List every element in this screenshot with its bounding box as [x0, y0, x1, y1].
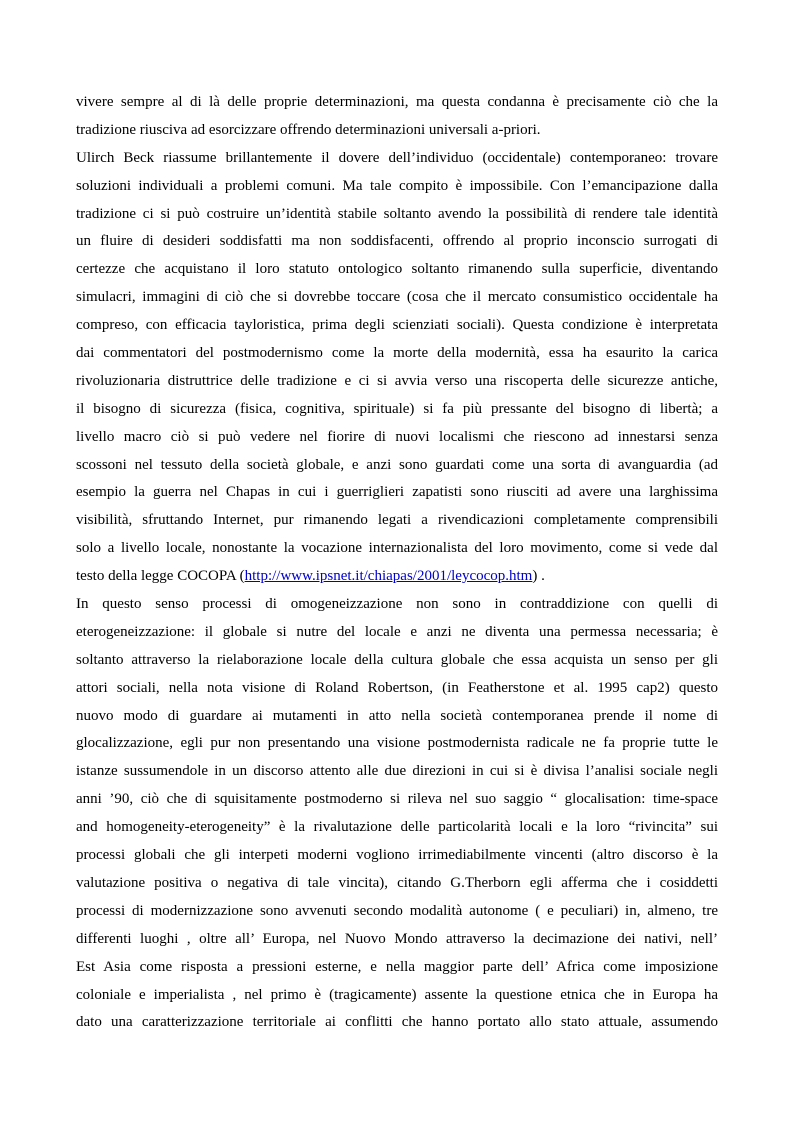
- text-line: vivere sempre al di là delle proprie determinazioni, ma questa condanna è precisamente ciò che la: [76, 94, 718, 110]
- text-line-with-link: [76, 563, 718, 591]
- text-line: Ulirch Beck riassume brillantemente il dovere dell’individuo (occidentale) contemporaneo: trovare: [76, 149, 718, 166]
- text-line: tradizione ci si può costruire un’identità stabile soltanto avendo la possibilità di rendere tale identità: [76, 205, 718, 222]
- text-line: un fluire di desideri soddisfatti ma non soddisfacenti, offrendo al proprio inconscio surrogati di: [76, 233, 718, 250]
- text-line: esempio la guerra nel Chapas in cui i guerriglieri zapatisti sono riusciti ad avere una larghissima: [76, 484, 718, 501]
- text-line: glocalizzazione, egli pur non presentando una visione postmodernista radicale ne fa proprie tutte le: [76, 735, 718, 752]
- text-line: il bisogno di sicurezza (fisica, cognitiva, spirituale) si fa più pressante del bisogno di libertà; a: [76, 400, 718, 417]
- text-line: compreso, con efficacia tayloristica, prima degli scienziati sociali). Questa condizione è interpretata: [76, 317, 718, 334]
- document-page: [76, 89, 718, 1037]
- text-line: anni ’90, ciò che di squisitamente postmoderno si rileva nel suo saggio “ glocalisation: time-space: [76, 791, 718, 808]
- text-line: dato una caratterizzazione territoriale ai conflitti che hanno portato allo stato attuale, assumendo: [76, 1014, 718, 1031]
- text-line: scossoni nel tessuto della società globale, e anzi sono guardati come una sorta di avanguardia (ad: [76, 456, 718, 473]
- text-line: livello macro ciò si può vedere nel fiorire di nuovi localismi che riescono ad innestarsi senza: [76, 428, 718, 445]
- text-line: In questo senso processi di omogeneizzazione non sono in contraddizione con quelli di: [76, 596, 718, 613]
- text-line: dai commentatori del postmodernismo come la morte della modernità, essa ha esaurito la carica: [76, 345, 718, 362]
- paragraph-1: [76, 89, 718, 145]
- paragraph-3: [76, 591, 718, 1037]
- text-line: eterogeneizzazione: il globale si nutre del locale e anzi ne diventa una permessa necessaria; è: [76, 623, 718, 640]
- text-line: differenti luoghi , oltre all’ Europa, nel Nuovo Mondo attraverso la decimazione dei nativi, nell’: [76, 930, 718, 947]
- text-line: visibilità, sfruttando Internet, pur rimanendo legati a rivendicazioni completamente comprensibili: [76, 512, 718, 529]
- text-line: and homogeneity-eterogeneity” è la rivalutazione delle particolarità locali e la loro “rivincita” sui: [76, 819, 718, 836]
- text-line: certezze che acquistano il loro statuto ontologico soltanto rimanendo sulla superficie, diventando: [76, 261, 718, 278]
- text-line: tradizione riusciva ad esorcizzare offrendo determinazioni universali a-priori.: [76, 121, 541, 138]
- text-line: Est Asia come risposta a pressioni esterne, e nella maggior parte dell’ Africa come imposizione: [76, 958, 718, 975]
- cocopa-law-link[interactable]: http://www.ipsnet.it/chiapas/2001/leycocop.htm: [244, 568, 533, 585]
- text-line: valutazione positiva o negativa di tale vincita), citando G.Therborn egli afferma che i cosiddetti: [76, 874, 718, 891]
- text-line: attori sociali, nella nota visione di Roland Robertson, (in Featherstone et al. 1995 cap2) questo: [76, 679, 718, 696]
- text-line: istanze sussumendole in un discorso attento alle due direzioni in cui si è divisa l’analisi sociale negli: [76, 763, 718, 780]
- text-line: processi globali che gli interpeti moderni vogliono irrimediabilmente vincenti (altro discorso è la: [76, 847, 718, 864]
- text-fragment: ) .: [532, 568, 545, 585]
- text-fragment: testo della legge COCOPA (: [76, 568, 245, 585]
- text-line: processi di modernizzazione sono avvenuti secondo modalità autonome ( e peculiari) in, almeno, tre: [76, 902, 718, 919]
- text-line: simulacri, immagini di ciò che si dovrebbe toccare (cosa che il mercato consumistico occidentale ha: [76, 289, 718, 306]
- text-line: rivoluzionaria distruttrice delle tradizione e ci si avvia verso una riscoperta delle sicurezze antiche,: [76, 372, 718, 389]
- paragraph-2: [76, 145, 718, 591]
- text-line: soltanto attraverso la rielaborazione locale della cultura globale che essa acquista un senso per gli: [76, 651, 718, 668]
- text-line: coloniale e imperialista , nel primo è (tragicamente) assente la questione etnica che in Europa ha: [76, 986, 718, 1003]
- text-line: solo a livello locale, nonostante la vocazione internazionalista del loro movimento, come si vede dal: [76, 540, 718, 557]
- text-line: nuovo modo di guardare ai mutamenti in atto nella società contemporanea prende il nome di: [76, 707, 718, 724]
- text-line: soluzioni individuali a problemi comuni. Ma tale compito è impossibile. Con l’emancipazione dalla: [76, 177, 718, 194]
